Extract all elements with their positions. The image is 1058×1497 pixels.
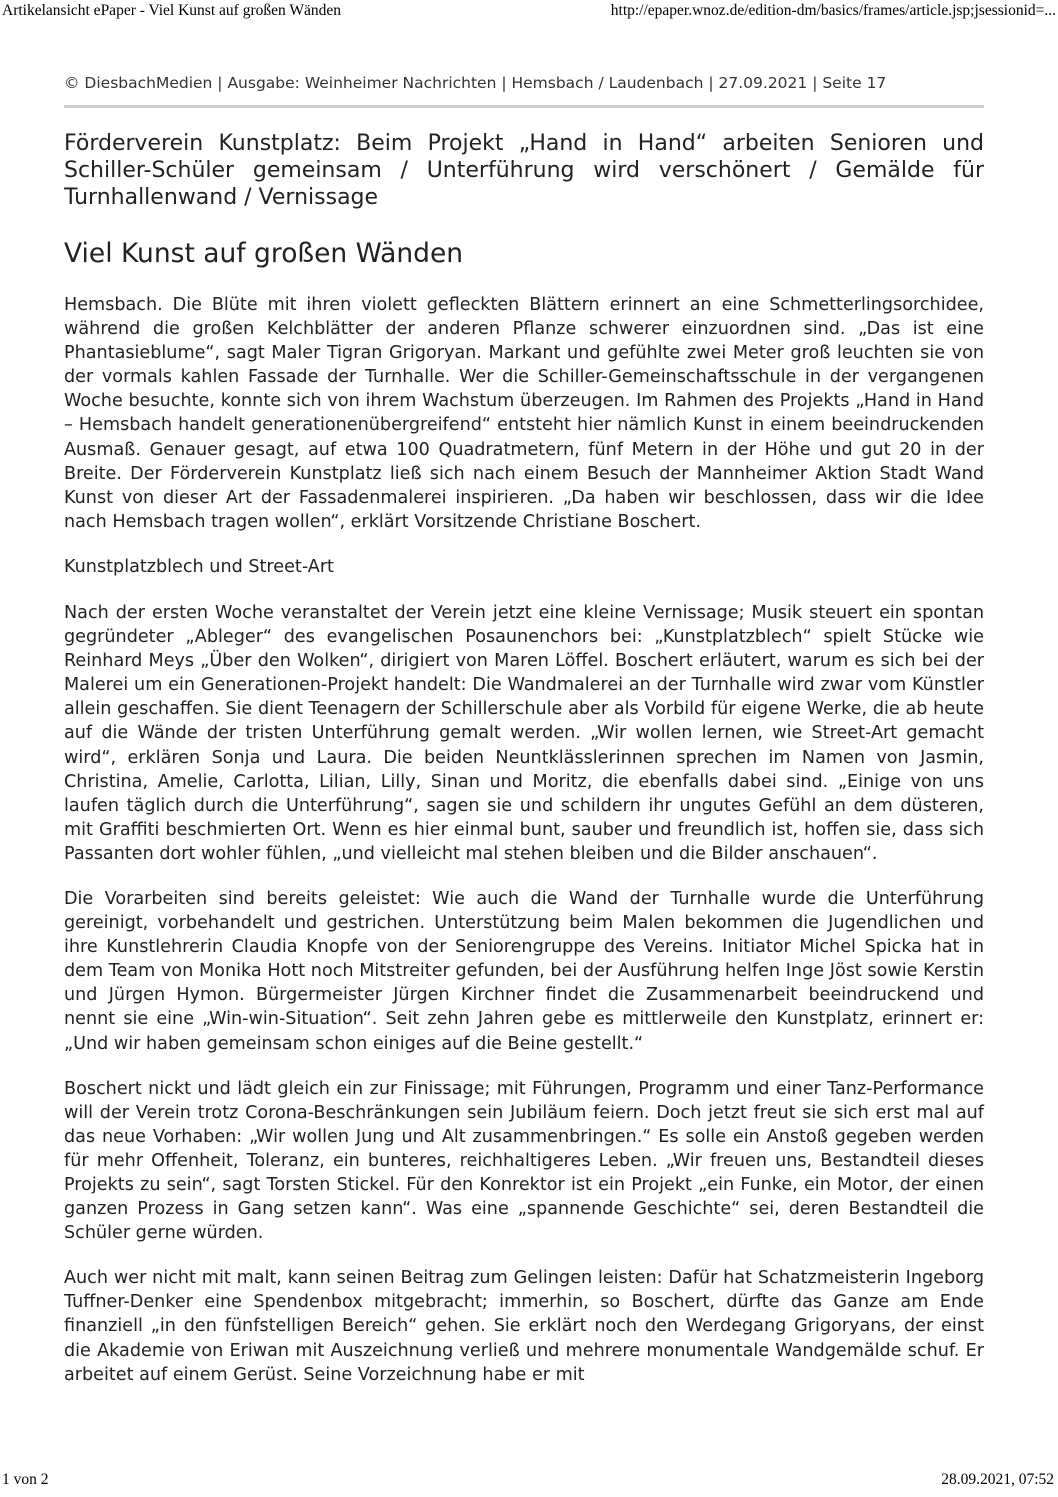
article-paragraph: Boschert nickt und lädt gleich ein zur Finissage; mit Führungen, Programm und einer Tanz-Performance will der Verein trotz Corona-Beschränkungen sein Jubiläum feiern. Doch jetzt freut sie sich erst mal auf das neue Vorhaben: „Wir wollen Jung und Alt zusammenbringen.“ Es solle ein Anstoß gegeben werden für mehr Offenheit, Toleranz, ein bunteres, reichhaltigeres Leben. „Wir freuen uns, Bestandteil dieses Projekts zu sein“, sagt Torsten Stickel. Für den Konrektor ist ein Projekt „ein Funke, ein Motor, der einen ganzen Prozess in Gang setzen kann“. Was eine „spannende Geschichte“ sei, deren Bestandteil die Schüler gerne würden. xyxy=(64,1078,984,1244)
print-footer xyxy=(0,1471,1058,1493)
print-url[interactable]: http://epaper.wnoz.de/edition-dm/basics/frames/article.jsp;jsessionid=... xyxy=(610,2,1056,19)
print-page-title: Artikelansicht ePaper - Viel Kunst auf großen Wänden xyxy=(2,2,341,19)
print-header xyxy=(0,2,1058,24)
article-paragraph: Die Vorarbeiten sind bereits geleistet: Wie auch die Wand der Turnhalle wurde die Unterführung gereinigt, vorbehandelt und gestrichen. Unterstützung beim Malen bekommen die Jugendlichen und ihre Kunstlehrerin Claudia Knopfe von der Seniorengruppe des Vereins. Initiator Michel Spicka hat in dem Team von Monika Hott noch Mitstreiter gefunden, bei der Ausführung helfen Inge Jöst sowie Kerstin und Jürgen Hymon. Bürgermeister Jürgen Kirchner findet die Zusammenarbeit beeindruckend und nennt sie eine „Win-win-Situation“. Seit zehn Jahren gebe es mittlerweile den Kunstplatz, erinnert er: „Und wir haben gemeinsam schon einiges auf die Beine gestellt.“ xyxy=(64,888,984,1054)
article-meta-line: © DiesbachMedien | Ausgabe: Weinheimer Nachrichten | Hemsbach / Laudenbach | 27.09.2021 | Seite 17 xyxy=(64,74,887,92)
article-subheading: Kunstplatzblech und Street-Art xyxy=(64,556,334,577)
article xyxy=(64,60,984,1408)
article-paragraph: Auch wer nicht mit malt, kann seinen Beitrag zum Gelingen leisten: Dafür hat Schatzmeisterin Ingeborg Tuffner-Denker eine Spendenbox mitgebracht; immerhin, so Boschert, dürfte das Ganze am Ende finanziell „in den fünfstelligen Bereich“ gehen. Sie erklärt noch den Werdegang Grigoryans, der einst die Akademie von Eriwan mit Auszeichnung verließ und mehrere monumentale Wandgemälde schuf. Er arbeitet auf einem Gerüst. Seine Vorzeichnung habe er mit xyxy=(64,1268,984,1385)
article-headline: Viel Kunst auf großen Wänden xyxy=(64,238,464,269)
article-paragraph: Nach der ersten Woche veranstaltet der Verein jetzt eine kleine Vernissage; Musik steuert ein spontan gegründeter „Ableger“ des evangelischen Posaunenchors bei: „Kunstplatzblech“ spielt Stücke wie Reinhard Meys „Über den Wolken“, dirigiert von Maren Löffel. Boschert erläutert, warum es sich bei der Malerei um ein Generationen-Projekt handelt: Die Wandmalerei an der Turnhalle wird zwar vom Künstler allein geschaffen. Sie dient Teenagern der Schillerschule aber als Vorbild für eigene Werke, die ab heute auf die Wände der tristen Unterführung gemalt werden. „Wir wollen lernen, wie Street-Art gemacht wird“, erklären Sonja und Laura. Die beiden Neuntklässlerinnen sprechen im Namen von Jasmin, Christina, Amelie, Carlotta, Lilian, Lilly, Sinan und Moritz, die ebenfalls dabei sind. „Einige von uns laufen täglich durch die Unterführung“, sagen sie und schildern ihr ungutes Gefühl an dem düsteren, mit Graffiti beschmierten Ort. Wenn es hier einmal bunt, sauber und freundlich ist, hoffen sie, dass sich Passanten dort wohler fühlen, „und vielleicht mal stehen bleiben und die Bilder anschauen“. xyxy=(64,602,984,864)
article-paragraph: Hemsbach. Die Blüte mit ihren violett gefleckten Blättern erinnert an eine Schmetterlingsorchidee, während die großen Kelchblätter der anderen Pflanze schwerer einzuordnen sind. „Das ist eine Phantasieblume“, sagt Maler Tigran Grigoryan. Markant und gefühlte zwei Meter groß leuchten sie von der vormals kahlen Fassade der Turnhalle. Wer die Schiller-Gemeinschaftsschule in der vergangenen Woche besuchte, konnte sich von ihrem Wachstum überzeugen. Im Rahmen des Projekts „Hand in Hand – Hemsbach handelt generationenübergreifend“ entsteht hier nämlich Kunst in einem beeindruckenden Ausmaß. Genauer gesagt, auf etwa 100 Quadratmetern, fünf Metern in der Höhe und gut 20 in der Breite. Der Förderverein Kunstplatz ließ sich nach einem Besuch der Mannheimer Aktion Stadt Wand Kunst von dieser Art der Fassadenmalerei inspirieren. „Da haben wir beschlossen, dass wir die Idee nach Hemsbach tragen wollen“, erklärt Vorsitzende Christiane Boschert. xyxy=(64,295,984,532)
print-page-counter: 1 von 2 xyxy=(2,1471,49,1488)
meta-divider xyxy=(64,105,984,108)
print-datetime: 28.09.2021, 07:52 xyxy=(941,1471,1054,1488)
article-subtitle: Förderverein Kunstplatz: Beim Projekt „Hand in Hand“ arbeiten Senioren und Schiller-Schüler gemeinsam / Unterführung wird verschönert / Gemälde für Turnhallenwand / Vernissage xyxy=(64,131,984,210)
